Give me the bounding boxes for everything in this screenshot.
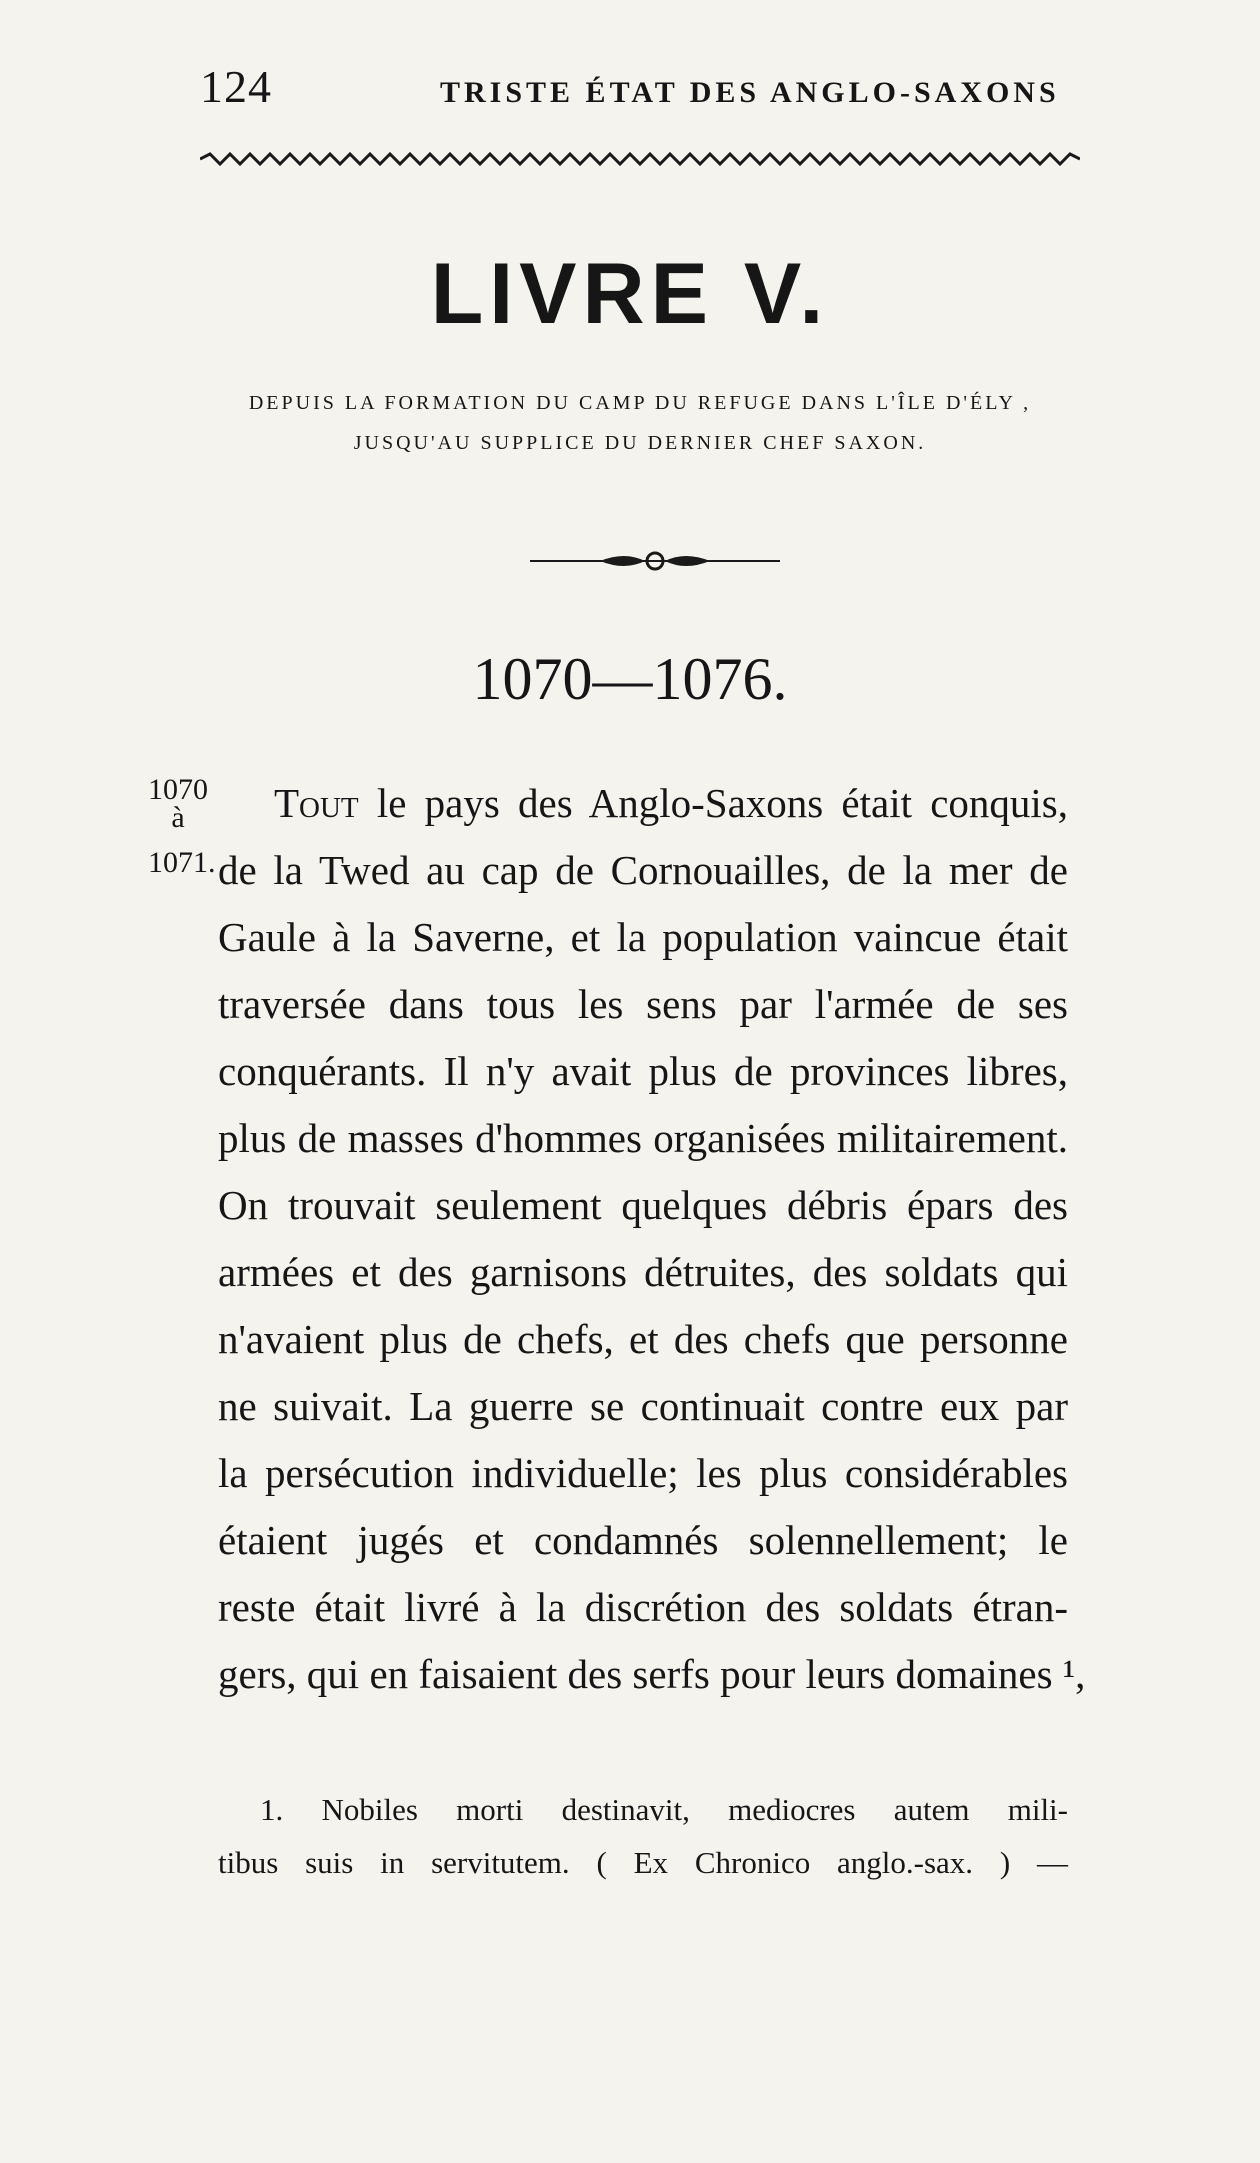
decorative-header-rule: [200, 150, 1080, 168]
body-line: plus de masses d'hommes organisées militairement.: [218, 1115, 1068, 1161]
date-range-heading: 1070—1076.: [472, 646, 788, 712]
page-number: 124: [200, 61, 272, 112]
body-line: conquérants. Il n'y avait plus de provinces libres,: [218, 1048, 1068, 1094]
body-line: n'avaient plus de chefs, et des chefs que personne: [218, 1316, 1068, 1362]
running-title: TRISTE ÉTAT DES ANGLO-SAXONS: [440, 76, 1060, 109]
body-line: Tout le pays des Anglo-Saxons était conquis,: [274, 780, 1068, 826]
footnote-line: tibus suis in servitutem. ( Ex Chronico anglo.-sax. ) —: [218, 1845, 1068, 1880]
ornamental-divider: [530, 548, 780, 574]
body-line: de la Twed au cap de Cornouailles, de la mer de: [218, 847, 1068, 893]
body-line: étaient jugés et condamnés solennellement; le: [218, 1517, 1068, 1563]
drop-word: Tout: [274, 780, 359, 826]
chapter-subtitle-line-2: JUSQU'AU SUPPLICE DU DERNIER CHEF SAXON.: [353, 432, 927, 454]
body-paragraph: [218, 770, 1086, 1708]
book-title: LIVRE V.: [430, 246, 830, 342]
body-line: traversée dans tous les sens par l'armée de ses: [218, 981, 1068, 1027]
body-line: la persécution individuelle; les plus considérables: [218, 1450, 1068, 1496]
body-line: armées et des garnisons détruites, des soldats qui: [218, 1249, 1068, 1295]
body-line: On trouvait seulement quelques débris épars des: [218, 1182, 1068, 1228]
margin-connector: à: [171, 801, 185, 834]
body-line: gers, qui en faisaient des serfs pour leurs domaines ¹,: [218, 1651, 1086, 1697]
footnote-line: 1. Nobiles morti destinavit, mediocres autem mili-: [260, 1792, 1068, 1827]
body-line: reste était livré à la discrétion des soldats étran-: [218, 1584, 1068, 1630]
footnote: [218, 1783, 1068, 1889]
margin-year-from: 1070: [148, 773, 208, 806]
body-line: Gaule à la Saverne, et la population vaincue était: [218, 914, 1068, 960]
body-line: ne suivait. La guerre se continuait contre eux par: [218, 1383, 1068, 1429]
running-header: [200, 60, 1080, 113]
margin-year-to: 1071.: [148, 846, 216, 879]
chapter-subtitle-line-1: DEPUIS LA FORMATION DU CAMP DU REFUGE DANS L'ÎLE D'ÉLY ,: [248, 392, 1032, 414]
